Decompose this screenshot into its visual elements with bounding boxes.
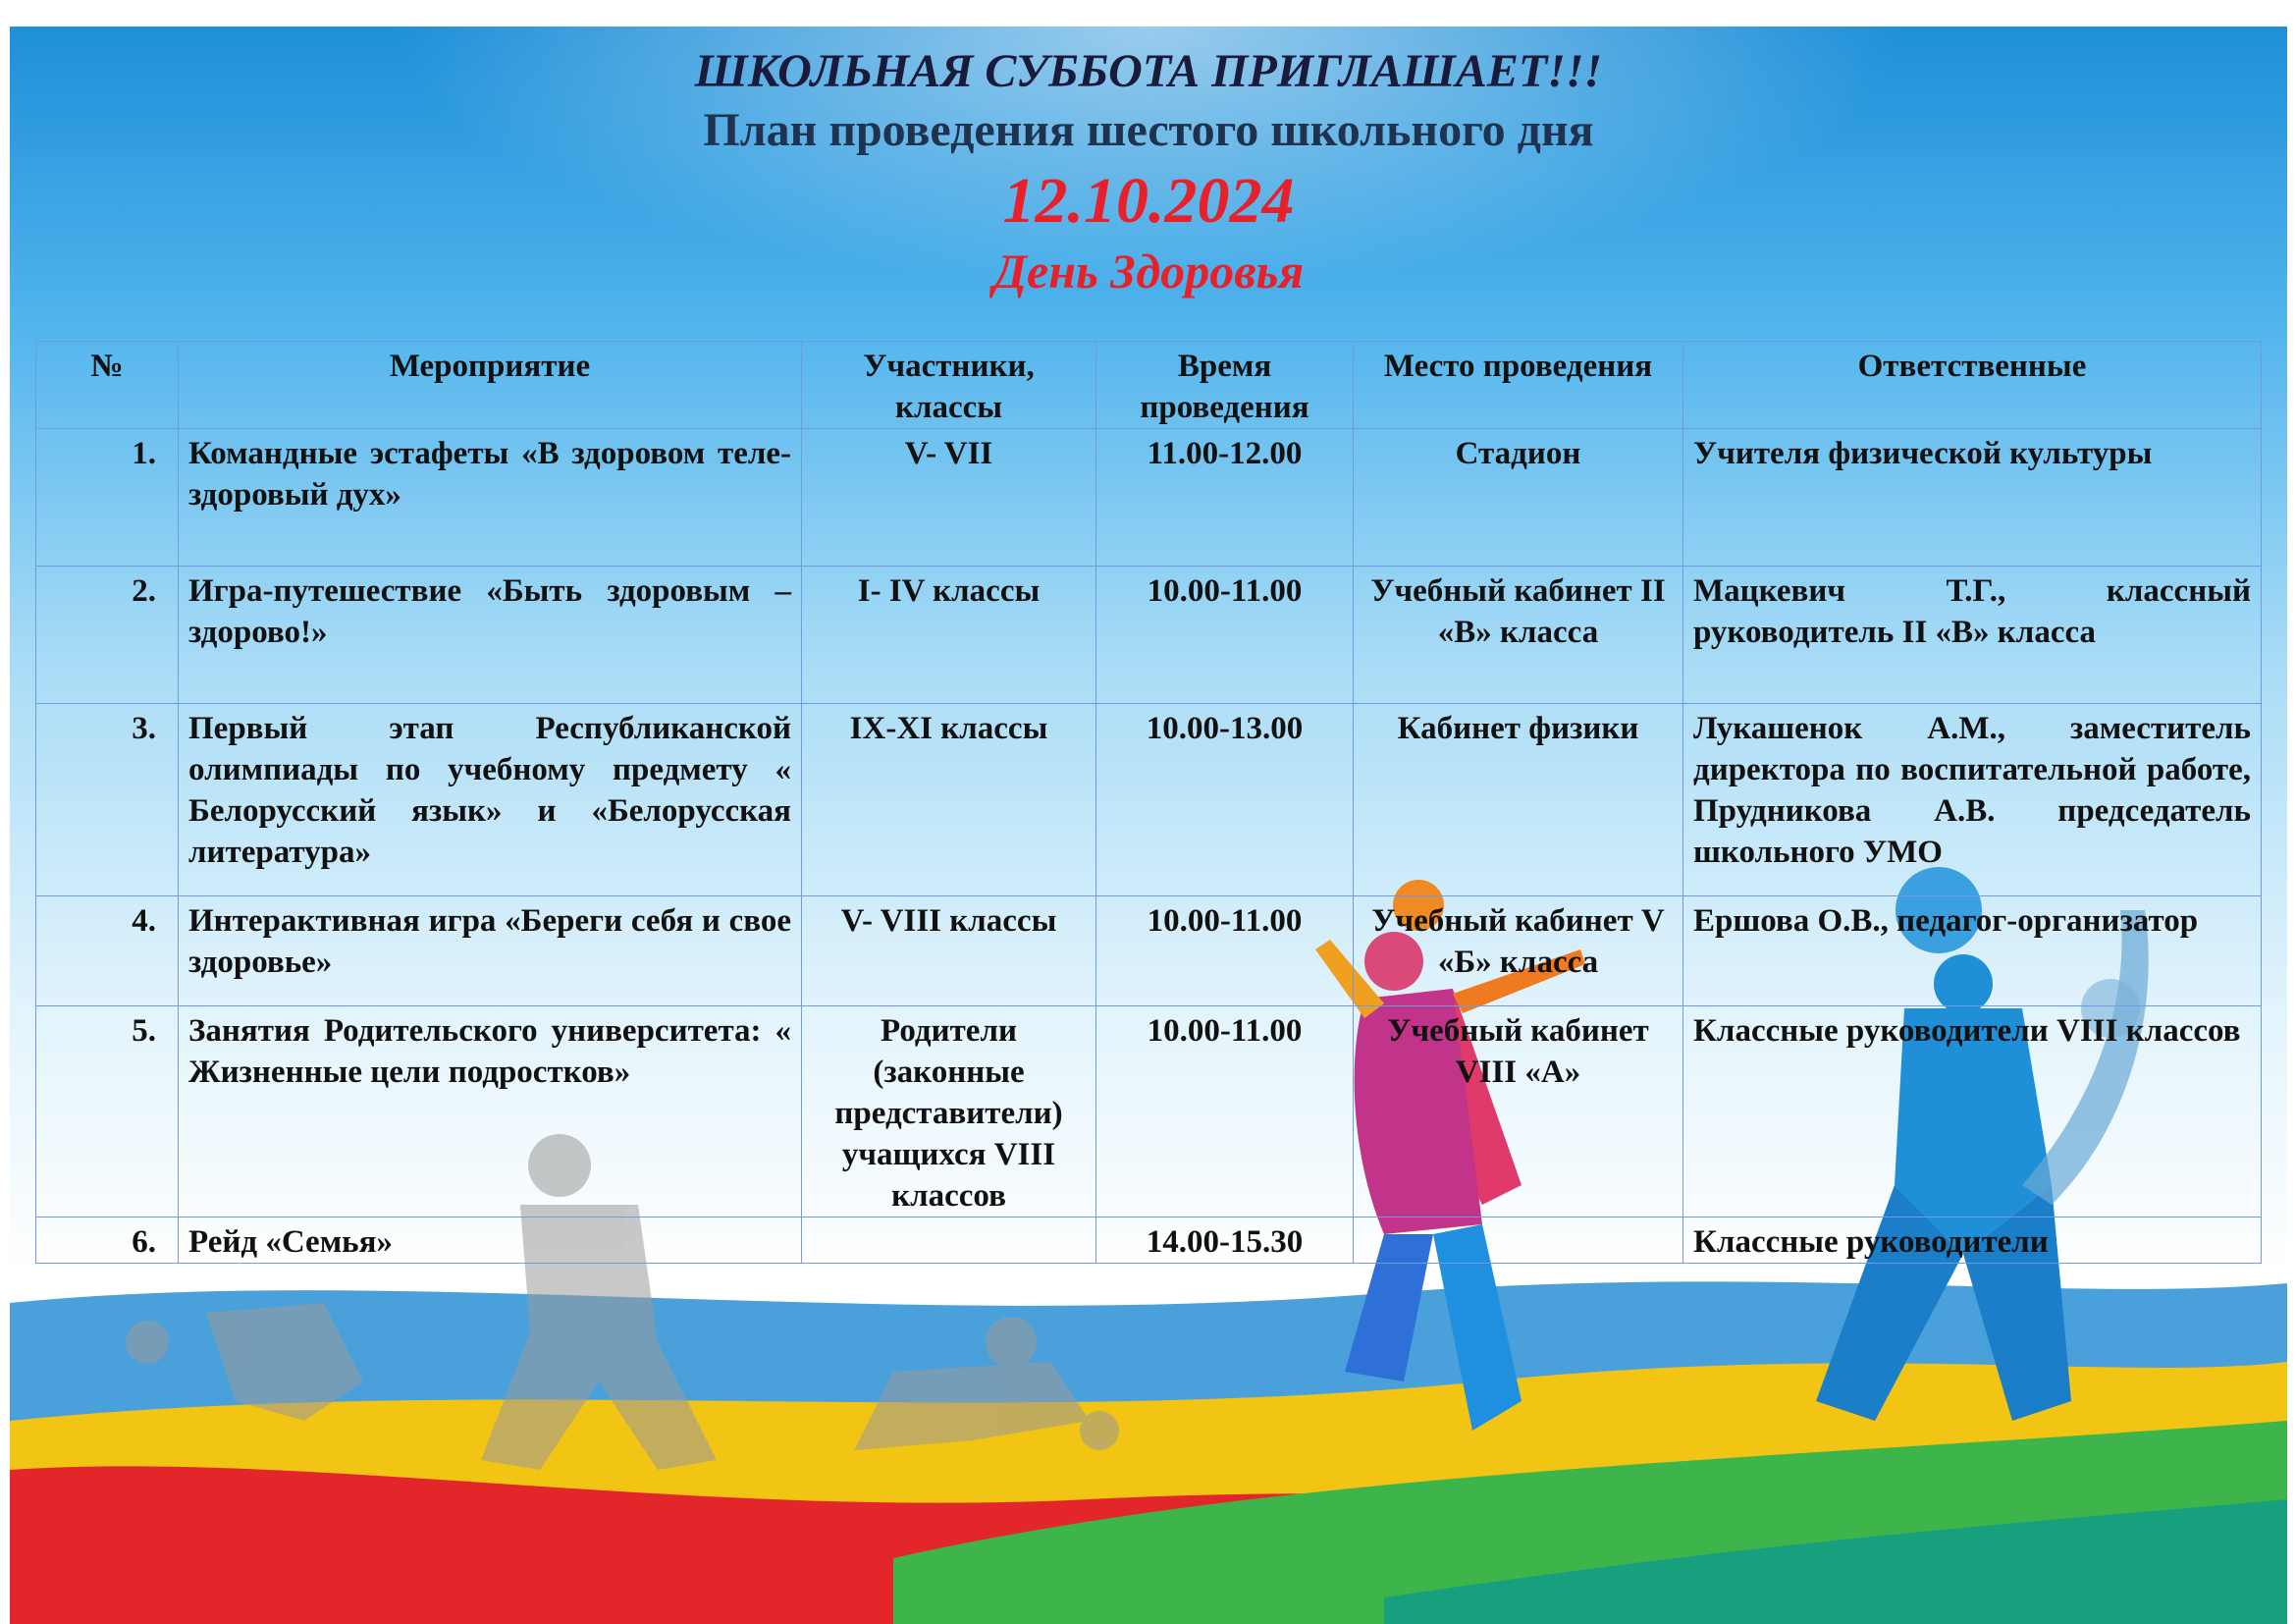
row-responsible: Мацкевич Т.Г., классный руководитель II «В» класса [1683, 567, 2262, 704]
header-invitation: ШКОЛЬНАЯ СУББОТА ПРИГЛАШАЕТ!!! [694, 45, 1603, 97]
row-participants: I- IV классы [802, 567, 1096, 704]
row-number: 3. [36, 704, 179, 896]
row-participants [802, 1218, 1096, 1264]
row-event: Игра-путешествие «Быть здоровым – здорово!» [179, 567, 802, 704]
row-number: 1. [36, 429, 179, 567]
table-row [36, 429, 2262, 567]
row-place: Стадион [1354, 429, 1683, 567]
table-header-row [36, 342, 2262, 429]
row-event: Командные эстафеты «В здоровом теле-здоровый дух» [179, 429, 802, 567]
row-time: 14.00-15.30 [1096, 1218, 1354, 1264]
header-cell-place: Место проведения [1354, 342, 1683, 429]
table-row [36, 1006, 2262, 1218]
row-participants: V- VIII классы [802, 896, 1096, 1006]
row-responsible: Учителя физической культуры [1683, 429, 2262, 567]
row-participants: Родители (законные представители) учащихся VIII классов [802, 1006, 1096, 1218]
row-number: 4. [36, 896, 179, 1006]
table-row [36, 704, 2262, 896]
row-time: 10.00-11.00 [1096, 896, 1354, 1006]
row-number: 2. [36, 567, 179, 704]
row-time: 10.00-13.00 [1096, 704, 1354, 896]
schedule-table [35, 341, 2262, 1264]
row-place: Учебный кабинет II «В» класса [1354, 567, 1683, 704]
table-row [36, 896, 2262, 1006]
row-responsible: Классные руководители VIII классов [1683, 1006, 2262, 1218]
row-responsible: Ершова О.В., педагог-организатор [1683, 896, 2262, 1006]
row-place [1354, 1218, 1683, 1264]
header-theme: День Здоровья [992, 244, 1305, 298]
row-number: 6. [36, 1218, 179, 1264]
table-row [36, 1218, 2262, 1264]
row-place: Кабинет физики [1354, 704, 1683, 896]
row-event: Первый этап Республиканской олимпиады по учебному предмету « Белорусский язык» и «Белорусская литература» [179, 704, 802, 896]
row-place: Учебный кабинет V «Б» класса [1354, 896, 1683, 1006]
header-cell-participants: Участники, классы [802, 342, 1096, 429]
row-participants: V- VII [802, 429, 1096, 567]
table-row [36, 567, 2262, 704]
row-participants: IX-XI классы [802, 704, 1096, 896]
header-date: 12.10.2024 [1002, 165, 1295, 237]
row-time: 10.00-11.00 [1096, 567, 1354, 704]
row-time: 10.00-11.00 [1096, 1006, 1354, 1218]
header [10, 44, 2287, 301]
row-time: 11.00-12.00 [1096, 429, 1354, 567]
row-event: Интерактивная игра «Береги себя и свое здоровье» [179, 896, 802, 1006]
row-place: Учебный кабинет VIII «А» [1354, 1006, 1683, 1218]
header-cell-number: № [36, 342, 179, 429]
row-responsible: Лукашенок А.М., заместитель директора по воспитательной работе, Прудникова А.В. председатель школьного УМО [1683, 704, 2262, 896]
header-cell-event: Мероприятие [179, 342, 802, 429]
row-responsible: Классные руководители [1683, 1218, 2262, 1264]
row-event: Рейд «Семья» [179, 1218, 802, 1264]
row-number: 5. [36, 1006, 179, 1218]
header-cell-time: Время проведения [1096, 342, 1354, 429]
header-plan-title: План проведения шестого школьного дня [703, 104, 1594, 156]
row-event: Занятия Родительского университета: « Жизненные цели подростков» [179, 1006, 802, 1218]
poster-background [10, 27, 2287, 1624]
header-cell-responsible: Ответственные [1683, 342, 2262, 429]
